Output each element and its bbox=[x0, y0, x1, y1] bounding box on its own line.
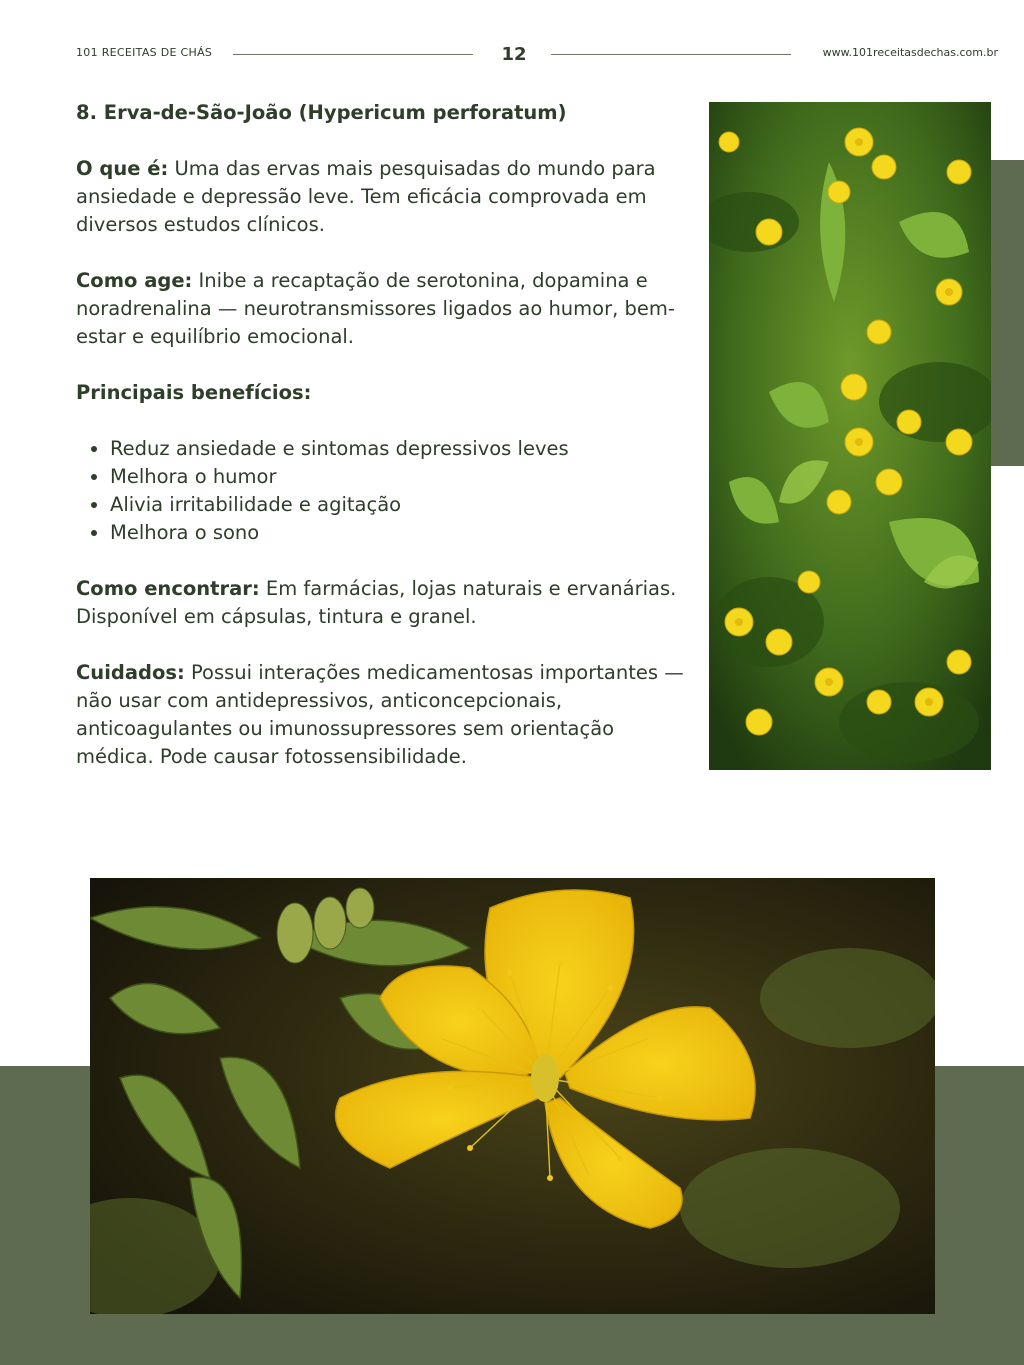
header-divider-left bbox=[233, 54, 473, 55]
article-body bbox=[76, 99, 686, 799]
page-number: 12 bbox=[501, 44, 527, 65]
page-header bbox=[0, 40, 1024, 70]
where-to-find-text: Em farmácias, lojas naturais e ervanárias. Disponível em cápsulas, tintura e granel. bbox=[76, 577, 677, 628]
hypericum-flower-photo bbox=[90, 878, 935, 1314]
what-is-paragraph bbox=[76, 155, 686, 239]
what-is-label: O que é: bbox=[76, 157, 169, 180]
header-divider-right bbox=[551, 54, 791, 55]
decorative-side-band bbox=[990, 160, 1024, 466]
how-it-works-label: Como age: bbox=[76, 269, 193, 292]
article-title: 8. Erva-de-São-João (Hypericum perforatum) bbox=[76, 101, 567, 124]
where-to-find-paragraph bbox=[76, 575, 686, 631]
what-is-text: Uma das ervas mais pesquisadas do mundo para ansiedade e depressão leve. Tem eficácia comprovada em diversos estudos clínicos. bbox=[76, 157, 656, 236]
list-item: • Melhora o sono bbox=[110, 519, 686, 547]
website-link[interactable]: www.101receitasdechas.com.br bbox=[822, 46, 998, 59]
benefits-heading: Principais benefícios: bbox=[76, 381, 312, 404]
cautions-paragraph bbox=[76, 659, 686, 771]
flowers-photo-vertical bbox=[709, 102, 991, 770]
cautions-text: Possui interações medicamentosas importantes — não usar com antidepressivos, anticoncepcionais, anticoagulantes ou imunossupressores sem orientação médica. Pode causar fotossensibilidade. bbox=[76, 661, 684, 768]
benefits-heading-paragraph bbox=[76, 379, 686, 407]
book-title: 101 RECEITAS DE CHÁS bbox=[76, 46, 213, 59]
list-item: • Alivia irritabilidade e agitação bbox=[110, 491, 686, 519]
cautions-label: Cuidados: bbox=[76, 661, 185, 684]
where-to-find-label: Como encontrar: bbox=[76, 577, 260, 600]
how-it-works-paragraph bbox=[76, 267, 686, 351]
how-it-works-text: Inibe a recaptação de serotonina, dopamina e noradrenalina — neurotransmissores ligados ao humor, bem-estar e equilíbrio emocional. bbox=[76, 269, 675, 348]
benefits-list bbox=[76, 435, 686, 547]
list-item: • Reduz ansiedade e sintomas depressivos leves bbox=[110, 435, 686, 463]
list-item: • Melhora o humor bbox=[110, 463, 686, 491]
